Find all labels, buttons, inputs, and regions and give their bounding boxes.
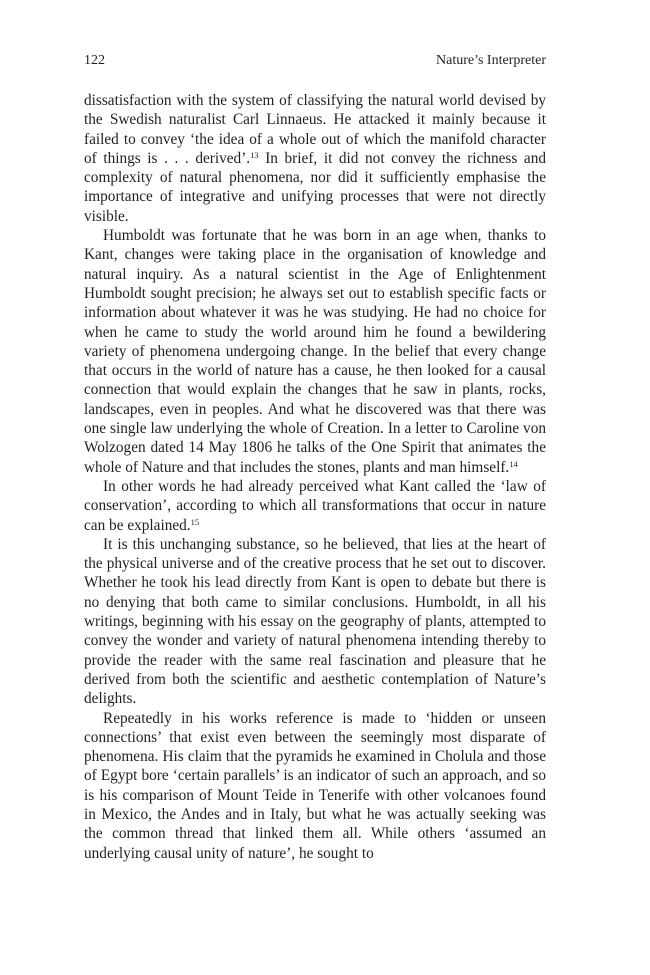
running-title: Nature’s Interpreter <box>436 53 546 68</box>
footnote-ref-14[interactable]: 14 <box>509 458 518 469</box>
body-text <box>84 91 546 863</box>
running-header <box>84 52 546 70</box>
paragraph-5 <box>84 709 546 863</box>
paragraph-2 <box>84 226 546 477</box>
paragraph-5-text: Repeatedly in his works reference is made to ‘hidden or unseen connections’ that exist even between the seemingly most disparate of phenomena. His claim that the pyramids he examined in Cholula and those of Egypt bore ‘certain parallels’ is an indicator of such an approach, and so is his comparison of Mount Teide in Tenerife with other volcanoes found in Mexico, the Andes and in Italy, but what he was actually seeking was the common thread that linked them all. While others ‘assumed an underlying causal unity of nature’, he sought to <box>84 709 546 862</box>
paragraph-2-text: Humboldt was fortunate that he was born in an age when, thanks to Kant, changes were taking place in the organisation of knowledge and natural inquiry. As a natural scientist in the Age of Enlightenment Humboldt sought precision; he always set out to establish specific facts or information about whatever it was he was studying. He had no choice for when he came to study the world around him he found a bewildering variety of phenomena undergoing change. In the belief that every change that occurs in the world of nature has a cause, he then looked for a causal connection that would explain the changes that he saw in plants, rocks, landscapes, even in peoples. And what he discovered was that there was one single law underlying the whole of Creation. In a letter to Caroline von Wolzogen dated 14 May 1806 he talks of the One Spirit that animates the whole of Nature and that includes the stones, plants and man himself. <box>84 227 546 476</box>
paragraph-3 <box>84 477 546 535</box>
paragraph-1-text-a: dissatisfaction with the system of classifying the natural world devised by the Swedish naturalist Carl Linnaeus. He attacked it mainly because it failed to convey ‘the idea of a whole out of which the manifold character of things is . . . derived’. <box>84 92 546 167</box>
footnote-ref-13[interactable]: 13 <box>250 149 259 160</box>
paragraph-1 <box>84 91 546 226</box>
footnote-ref-15[interactable]: 15 <box>190 516 200 527</box>
paragraph-4 <box>84 535 546 709</box>
paragraph-3-text: In other words he had already perceived what Kant called the ‘law of conservation’, according to which all transformations that occur in nature can be explained. <box>84 477 546 534</box>
paragraph-1-text-b: In brief, it did not convey the richness and complexity of natural phenomena, nor did it sufficiently emphasise the importance of integrative and unifying processes that were not directly visible. <box>84 149 546 225</box>
paragraph-4-text: It is this unchanging substance, so he believed, that lies at the heart of the physical universe and of the creative process that he set out to discover. Whether he took his lead directly from Kant is open to debate but there is no denying that both came to similar conclusions. Humboldt, in all his writings, beginning with his essay on the geography of plants, attempted to convey the wonder and variety of natural phenomena intending thereby to provide the reader with the same real fascination and pleasure that he derived from both the scientific and aesthetic contemplation of Nature’s delights. <box>84 535 546 708</box>
page-number: 122 <box>84 53 105 68</box>
